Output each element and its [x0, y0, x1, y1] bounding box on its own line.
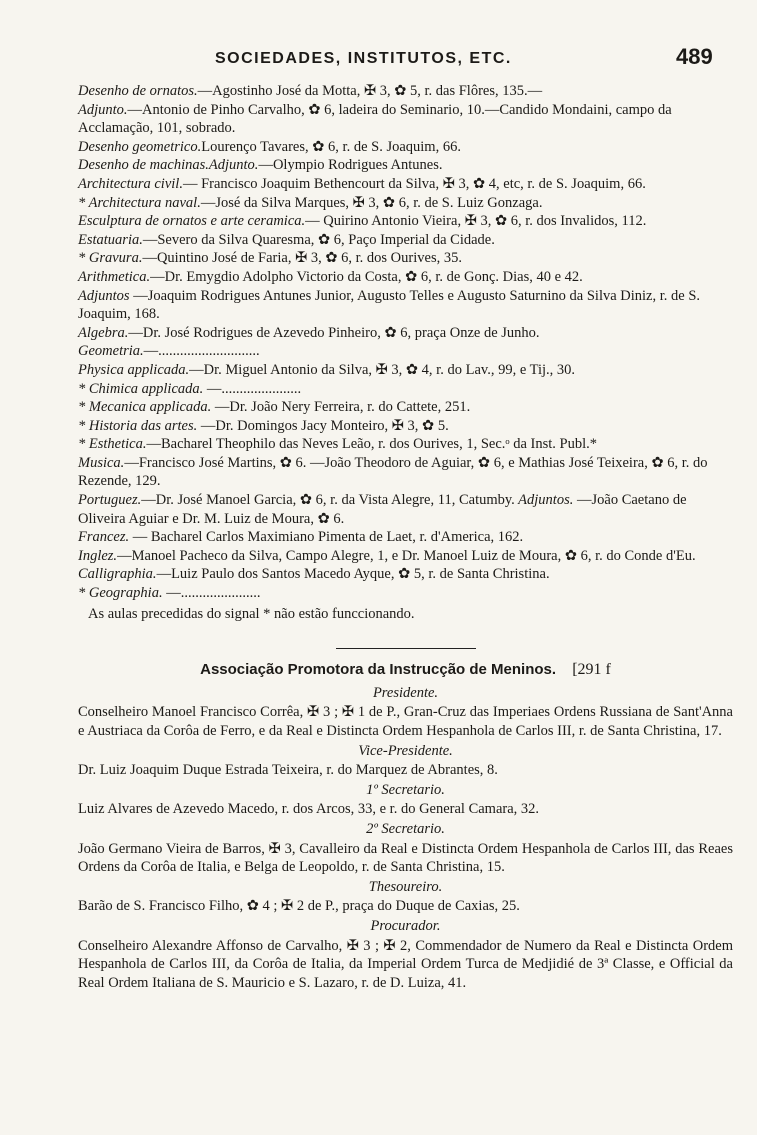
course-teacher: —Agostinho José da Motta, ✠ 3, ✿ 5, r. das Flôres, 135.— — [197, 83, 543, 99]
association-heading — [78, 661, 733, 680]
course-teacher: — Bacharel Carlos Maximiano Pimenta de Laet, r. d'America, 162. — [129, 529, 524, 546]
course-teacher: —José da Silva Marques, ✠ 3, ✿ 6, r. de S. Luiz Gonzaga. — [200, 194, 543, 211]
course-subject: * Gravura. — [78, 250, 143, 267]
list-item — [78, 231, 733, 250]
course-teacher: —Dr. Domingos Jacy Monteiro, ✠ 3, ✿ 5. — [197, 417, 449, 434]
member-role: Presidente. — [372, 684, 439, 701]
course-teacher: —...................... — [162, 585, 261, 602]
course-subject: Musica. — [78, 454, 125, 471]
footnote: As aulas precedidas do signal * não estão funccionando. — [88, 605, 415, 622]
list-item — [78, 584, 733, 603]
course-subject: Algebra. — [78, 324, 129, 341]
course-teacher: —Dr. João Nery Ferreira, r. do Cattete, 251. — [211, 399, 471, 416]
course-teacher: —Olympio Rodrigues Antunes. — [258, 157, 443, 174]
course-teacher: —Francisco José Martins, ✿ 6. —João Theodoro de Aguiar, ✿ 6, e Mathias José Teixeira, ✿ 6, r. do Rezende, 129. — [78, 454, 708, 490]
member-entry: Barão de S. Francisco Filho, ✿ 4 ; ✠ 2 de P., praça do Duque de Caxias, 25. — [78, 898, 520, 915]
running-title: SOCIEDADES, INSTITUTOS, ETC. — [215, 50, 512, 67]
page-body — [78, 82, 733, 992]
course-teacher: —............................ — [143, 343, 260, 360]
list-item — [78, 175, 733, 194]
course-subject: Inglez. — [78, 547, 118, 564]
course-subject: * Geographia. — [78, 585, 163, 602]
list-item — [78, 212, 733, 231]
list-item — [78, 82, 733, 101]
course-subject: Adjunto. — [78, 101, 128, 118]
course-subject: Calligraphia. — [78, 566, 157, 583]
list-item — [78, 156, 733, 175]
member-entry: Conselheiro Alexandre Affonso de Carvalho, ✠ 3 ; ✠ 2, Commendador de Numero da Real e Distincta Ordem Hespanhola de Carlos III, da Corôa de Italia, da Imperial Ordem Turca de Medjidié de 3ª Classe, e Official da Real Ordem Italiana de S. Mauricio e S. Lazaro, r. de D. Luiza, 41. — [78, 937, 733, 991]
course-teacher: —...................... — [203, 380, 302, 397]
member-entry: Dr. Luiz Joaquim Duque Estrada Teixeira, r. do Marquez de Abrantes, 8. — [78, 762, 498, 779]
course-teacher: Adjunto. — [208, 157, 259, 174]
member-role: 1º Secretario. — [366, 781, 445, 798]
list-item — [78, 342, 733, 361]
list-item — [78, 361, 733, 380]
list-item — [78, 565, 733, 584]
course-teacher: — Francisco Joaquim Bethencourt da Silva, ✠ 3, ✿ 4, etc, r. de S. Joaquim, 66. — [182, 175, 646, 192]
course-subject: Architectura civil. — [78, 175, 183, 192]
course-subject: Desenho de ornatos. — [78, 83, 198, 99]
course-subject: * Mecanica applicada. — [78, 399, 212, 416]
course-subject: Portuguez. — [78, 492, 142, 509]
member-entry: Luiz Alvares de Azevedo Macedo, r. dos Arcos, 33, e r. do General Camara, 32. — [78, 801, 540, 818]
course-teacher: —Joaquim Rodrigues Antunes Junior, Augusto Telles e Augusto Saturnino da Silva Diniz, r. de S. Joaquim, 168. — [78, 287, 701, 323]
association-count: [291 f — [572, 661, 611, 679]
list-item — [78, 454, 733, 491]
course-subject: Estatuaria. — [78, 231, 143, 248]
course-subject: * Chimica applicada. — [78, 380, 204, 397]
course-subject: Francez. — [78, 529, 130, 546]
list-item — [78, 398, 733, 417]
association-title: Associação Promotora da Instrucção de Meninos. — [200, 661, 557, 679]
page-number: 489 — [676, 44, 713, 69]
course-teacher: —Dr. José Rodrigues de Azevedo Pinheiro, ✿ 6, praça Onze de Junho. — [128, 324, 540, 341]
list-item — [78, 435, 733, 454]
member-role: Thesoureiro. — [368, 878, 443, 895]
association-members — [78, 684, 733, 993]
list-item — [78, 138, 733, 157]
member-entry: Conselheiro Manoel Francisco Corrêa, ✠ 3 ; ✠ 1 de P., Gran-Cruz das Imperiaes Ordens Russiana de Sant'Anna e Austriaca da Corôa de Ferro, e da Real e Distincta Ordem Hespanhola de Carlos III, r. de Santa Christina, 17. — [78, 704, 733, 739]
list-item — [78, 528, 733, 547]
member-role: 2º Secretario. — [366, 820, 445, 837]
page-header — [0, 44, 757, 80]
course-subject: Adjuntos. — [514, 492, 574, 509]
course-subject: * Architectura naval. — [78, 194, 201, 211]
list-item — [78, 268, 733, 287]
course-subject: Desenho de machinas. — [78, 157, 209, 174]
list-item — [78, 380, 733, 399]
list-item — [78, 287, 733, 324]
course-subject: Arithmetica. — [78, 268, 151, 285]
course-subject: Physica applicada. — [78, 361, 190, 378]
course-teacher: —Dr. Miguel Antonio da Silva, ✠ 3, ✿ 4, r. do Lav., 99, e Tij., 30. — [189, 361, 576, 378]
course-subject: * Esthetica. — [78, 436, 147, 453]
course-teacher: — Quirino Antonio Vieira, ✠ 3, ✿ 6, r. dos Invalidos, 112. — [305, 213, 647, 230]
list-item — [78, 249, 733, 268]
course-subject: Adjuntos — [78, 287, 130, 304]
list-item — [78, 491, 733, 528]
course-teacher: —Quintino José de Faria, ✠ 3, ✿ 6, r. dos Ourives, 35. — [142, 250, 462, 267]
course-subject: Desenho geometrico. — [78, 138, 202, 155]
member-role: Vice-Presidente. — [358, 742, 453, 759]
course-teacher: Lourenço Tavares, ✿ 6, r. de S. Joaquim, 66. — [201, 138, 461, 155]
course-teacher: —Antonio de Pinho Carvalho, ✿ 6, ladeira do Seminario, 10.—Candido Mondaini, campo da Acclamação, 101, sobrado. — [78, 101, 672, 137]
list-item — [78, 324, 733, 343]
course-teacher: —Dr. José Manoel Garcia, ✿ 6, r. da Vista Alegre, 11, Catumby. — [141, 492, 515, 509]
member-role: Procurador. — [370, 917, 441, 934]
course-teacher: —Manoel Pacheco da Silva, Campo Alegre, 1, e Dr. Manoel Luiz de Moura, ✿ 6, r. do Conde d'Eu. — [117, 547, 696, 564]
course-list — [78, 82, 733, 603]
course-teacher: —Dr. Emygdio Adolpho Victorio da Costa, ✿ 6, r. de Gonç. Dias, 40 e 42. — [150, 268, 583, 285]
course-teacher: —João Caetano de Oliveira Aguiar e Dr. M. Luiz de Moura, ✿ 6. — [78, 492, 687, 527]
course-teacher: —Severo da Silva Quaresma, ✿ 6, Paço Imperial da Cidade. — [142, 231, 495, 248]
list-item — [78, 547, 733, 566]
course-subject: Geometria. — [78, 343, 144, 360]
member-entry: João Germano Vieira de Barros, ✠ 3, Cavalleiro da Real e Distincta Ordem Hespanhola de Carlos III, das Reaes Ordens da Corôa de Italia, e Belga de Leopoldo, r. de Santa Christina, 15. — [78, 840, 733, 876]
list-item — [78, 194, 733, 213]
list-item — [78, 101, 733, 138]
section-divider — [336, 648, 476, 649]
course-teacher: —Bacharel Theophilo das Neves Leão, r. dos Ourives, 1, Sec.ᵒ da Inst. Publ.* — [146, 436, 597, 453]
course-subject: * Historia das artes. — [78, 417, 198, 434]
course-subject: Esculptura de ornatos e arte ceramica. — [78, 213, 306, 230]
course-teacher: —Luiz Paulo dos Santos Macedo Ayque, ✿ 5, r. de Santa Christina. — [156, 566, 550, 583]
list-item — [78, 417, 733, 436]
